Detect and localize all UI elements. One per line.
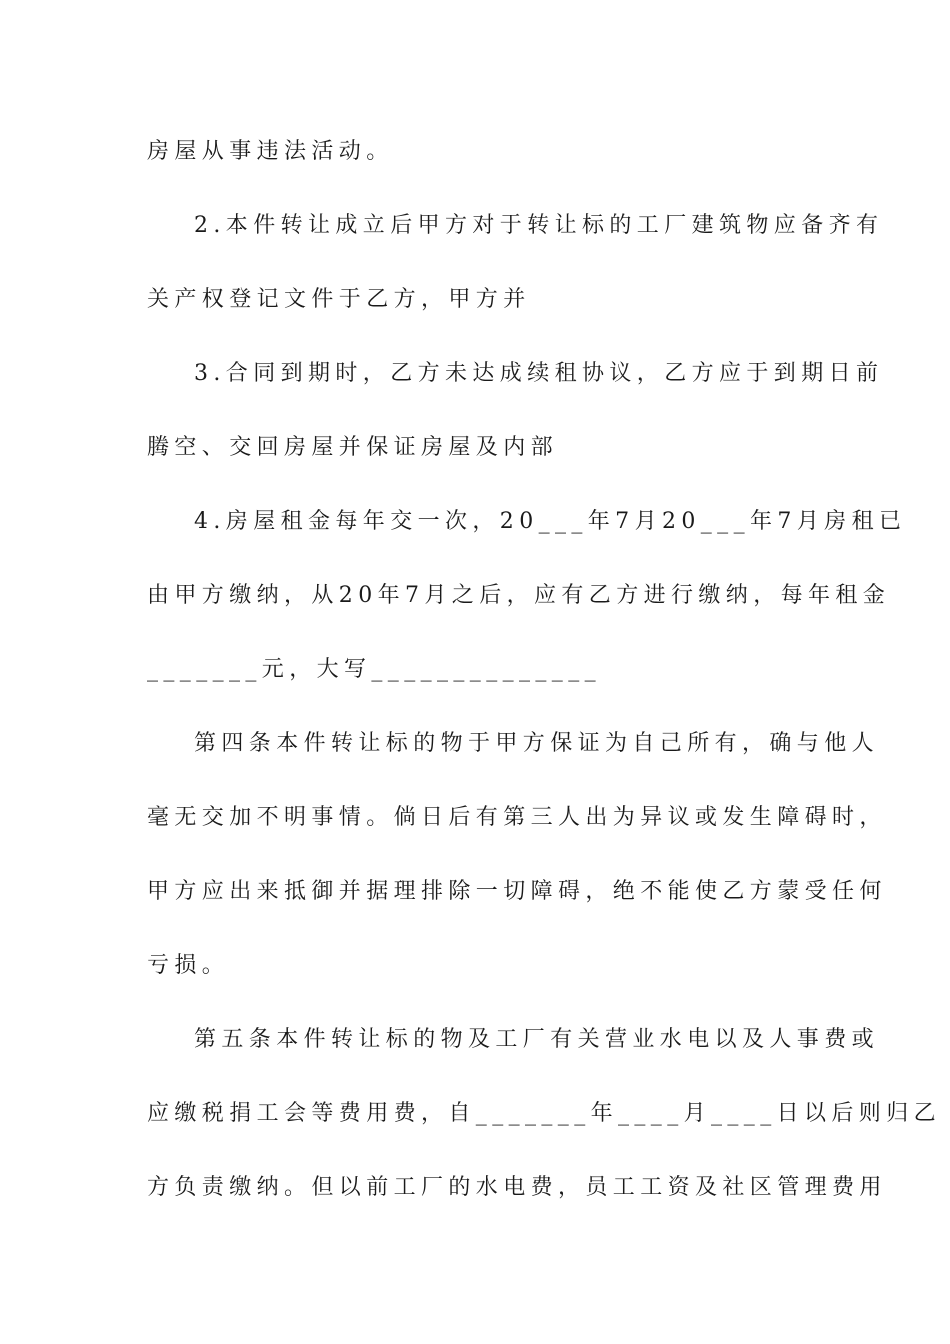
text-line: _______元，大写______________ — [147, 657, 602, 682]
text-line: 房屋从事违法活动。 — [147, 139, 394, 164]
text-line: 亏损。 — [147, 953, 230, 978]
text-line: 3.合同到期时，乙方未达成续租协议，乙方应于到期日前 — [194, 361, 884, 386]
text-line: 第四条本件转让标的物于甲方保证为自己所有，确与他人 — [194, 731, 880, 756]
text-line: 方负责缴纳。但以前工厂的水电费，员工工资及社区管理费用 — [147, 1175, 887, 1200]
text-line: 关产权登记文件于乙方，甲方并 — [147, 287, 531, 312]
text-line: 应缴税捐工会等费用费，自_______年____月____日以后则归乙 — [147, 1101, 942, 1126]
text-line: 第五条本件转让标的物及工厂有关营业水电以及人事费或 — [194, 1027, 880, 1052]
text-line: 甲方应出来抵御并据理排除一切障碍，绝不能使乙方蒙受任何 — [147, 879, 887, 904]
text-line: 腾空、交回房屋并保证房屋及内部 — [147, 435, 559, 460]
text-line: 2.本件转让成立后甲方对于转让标的工厂建筑物应备齐有 — [194, 213, 884, 238]
text-line: 毫无交加不明事情。倘日后有第三人出为异议或发生障碍时， — [147, 805, 887, 830]
text-line: 4.房屋租金每年交一次，20___年7月20___年7月房租已 — [194, 509, 907, 534]
text-line: 由甲方缴纳，从20年7月之后，应有乙方进行缴纳，每年租金 — [147, 583, 891, 608]
